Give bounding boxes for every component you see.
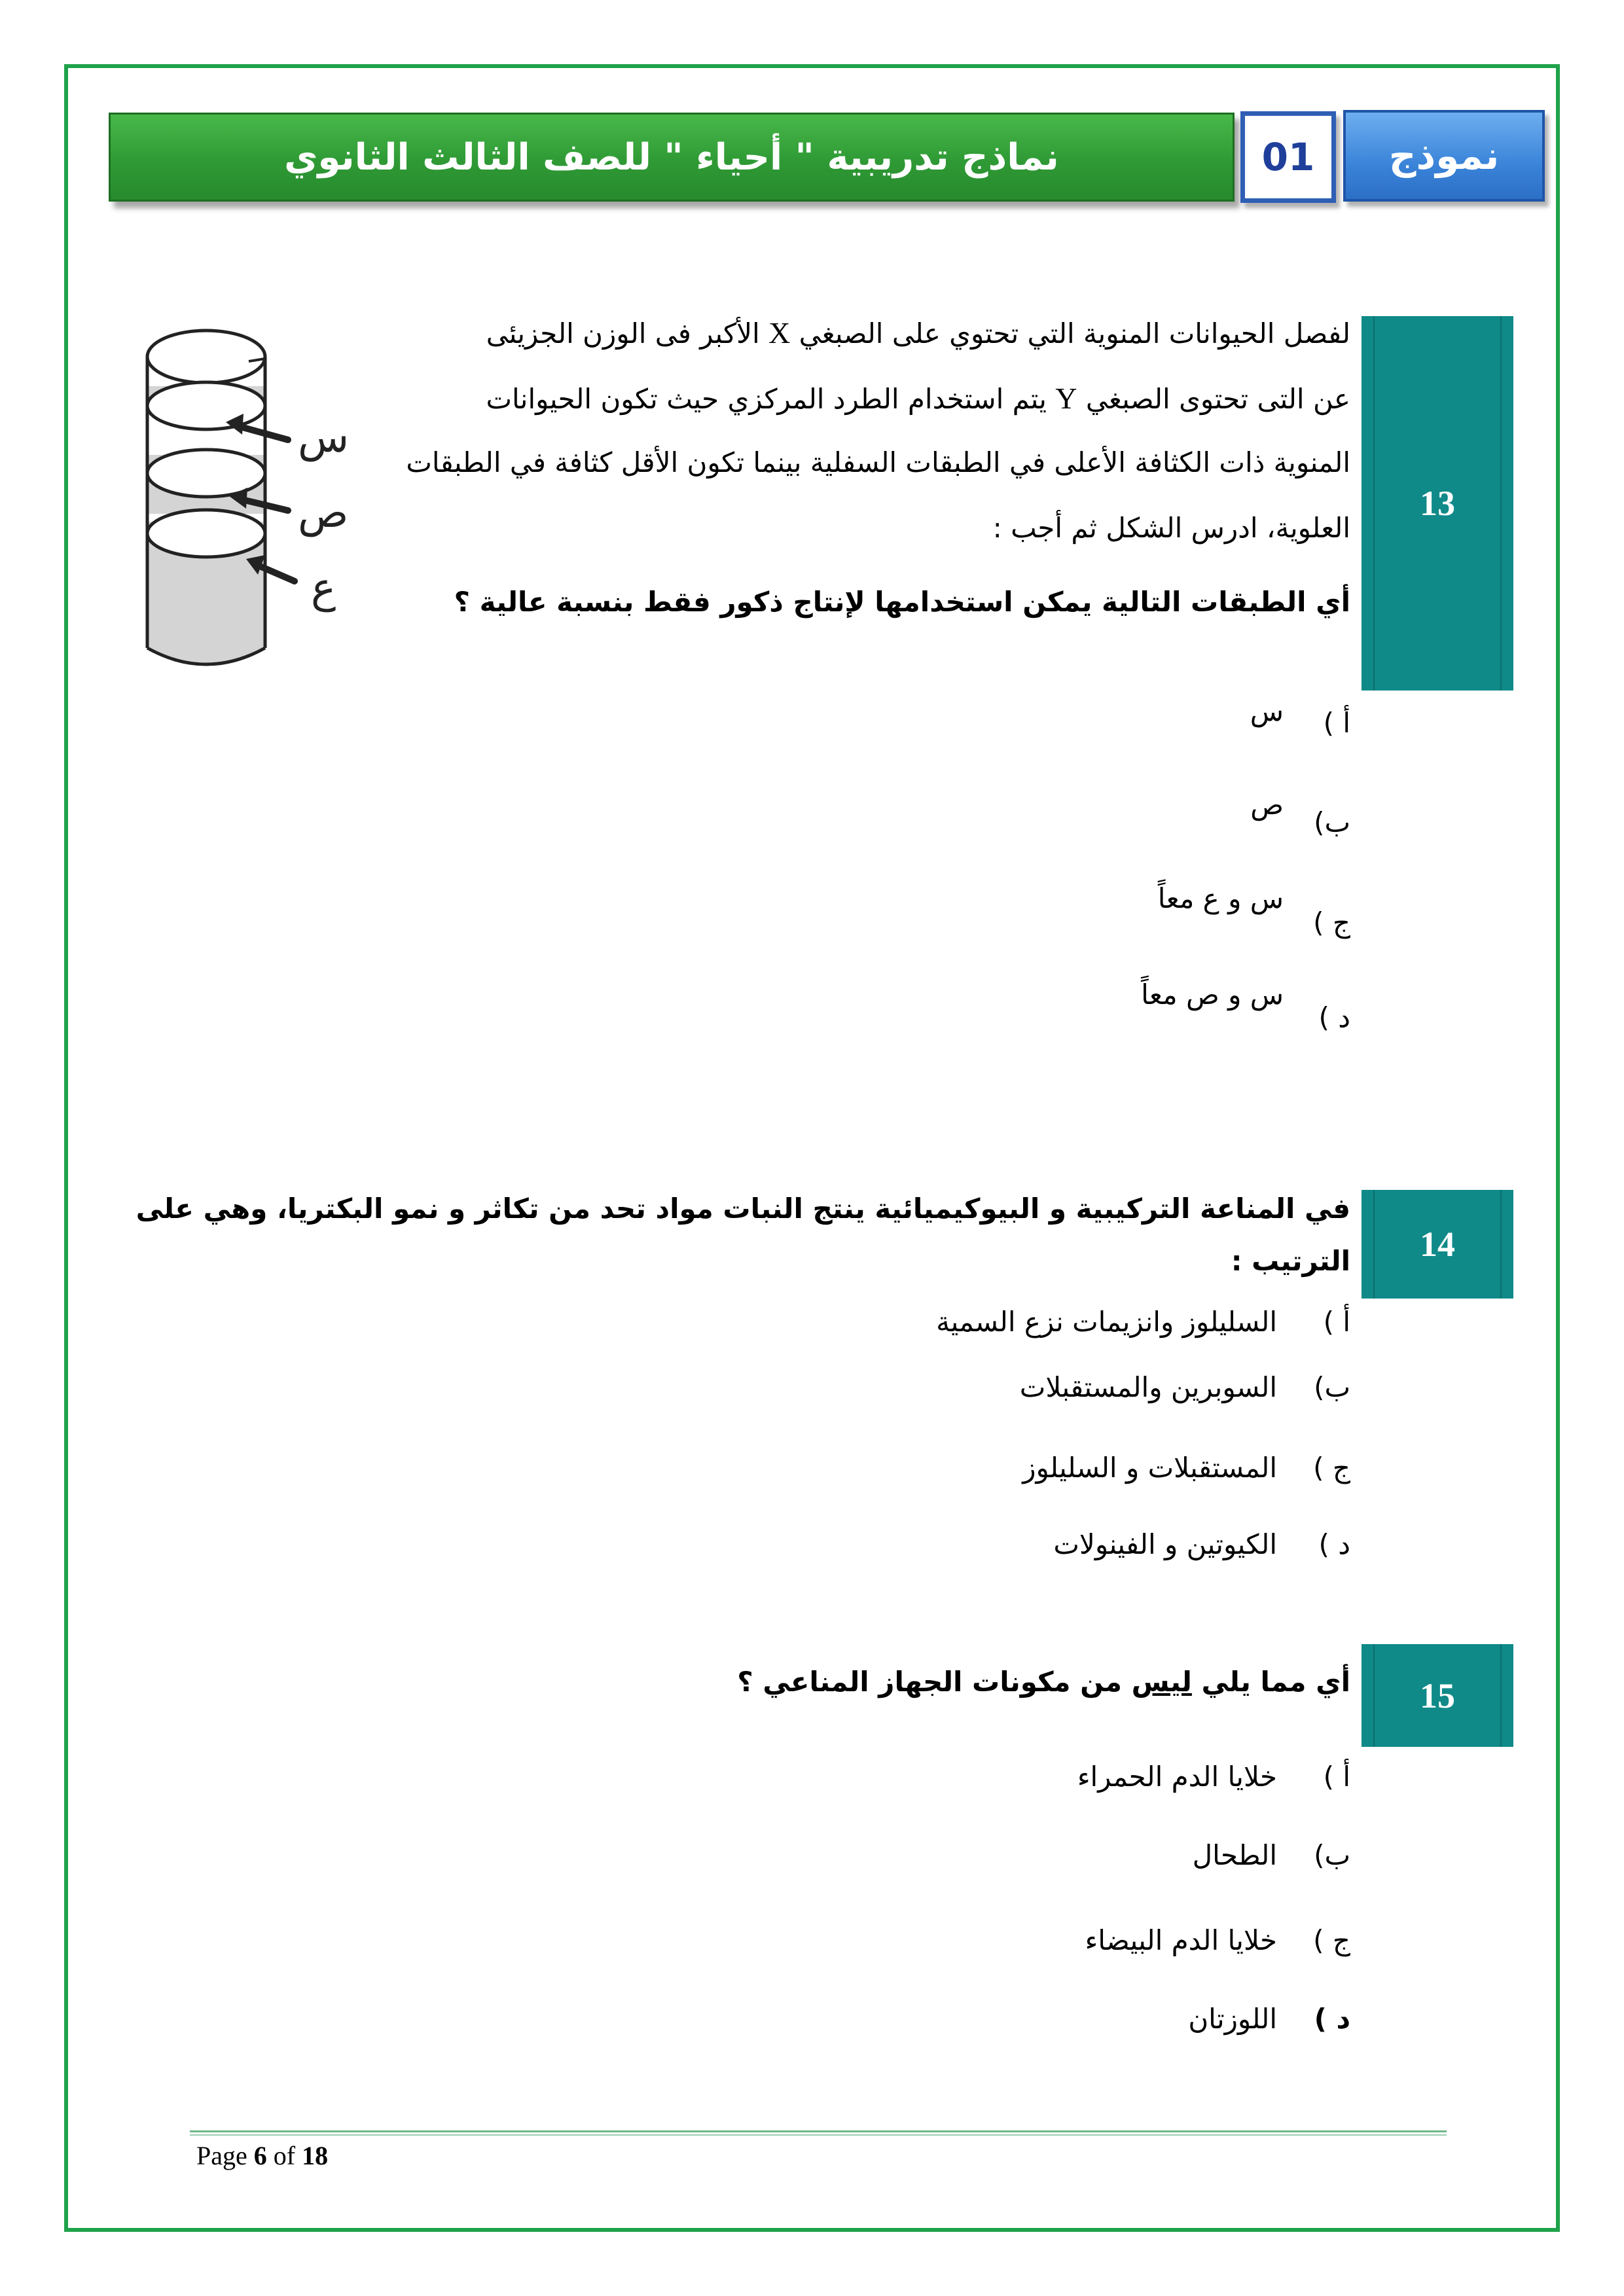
- header-title: نماذج تدريبية " أحياء " للصف الثالث الثانوي: [109, 113, 1235, 202]
- q15-option-d-letter: د ): [1314, 2003, 1350, 2035]
- q13-option-a-letter: أ ): [1323, 707, 1350, 739]
- question-13-line-3: المنوية ذات الكثافة الأعلى في الطبقات السفلية بينما تكون الأقل كثافة في الطبقات: [406, 446, 1350, 478]
- q15-option-b-letter: ب): [1314, 1839, 1350, 1871]
- question-number-14: 14: [1362, 1190, 1513, 1299]
- figure-label-ain: ع: [311, 564, 336, 613]
- page-indicator: Page 6 of 18: [196, 2141, 329, 2170]
- q14-option-c-text[interactable]: المستقبلات و السليلوز: [1022, 1452, 1277, 1484]
- q14-option-a-letter: أ ): [1323, 1306, 1350, 1338]
- q13-option-c-text[interactable]: س و ع معاً: [1157, 882, 1284, 914]
- q15-option-c-letter: ج ): [1313, 1924, 1350, 1956]
- figure-label-seen: س: [298, 414, 350, 462]
- q15-option-d-text[interactable]: اللوزتان: [1188, 2003, 1277, 2035]
- q13-option-b-text[interactable]: ص: [1250, 789, 1284, 821]
- footer-rule-secondary: [190, 2134, 1447, 2136]
- question-number-15: 15: [1362, 1644, 1513, 1747]
- q15-option-a-letter: أ ): [1323, 1761, 1350, 1793]
- negation-emphasis: ليس: [1131, 1666, 1192, 1698]
- q14-option-c-letter: ج ): [1313, 1452, 1350, 1484]
- question-13-line-1: لفصل الحيوانات المنوية التي تحتوي على الصبغي X الأكبر فى الوزن الجزيئى: [486, 316, 1350, 350]
- q14-option-b-letter: ب): [1314, 1371, 1350, 1403]
- q14-option-d-letter: د ): [1318, 1528, 1350, 1560]
- question-13-line-2: عن التى تحتوى الصبغي Y يتم استخدام الطرد المركزي حيث تكون الحيوانات: [486, 382, 1350, 415]
- figure-label-sad: ص: [298, 489, 349, 537]
- question-number-13: 13: [1362, 316, 1513, 691]
- q15-option-c-text[interactable]: خلايا الدم البيضاء: [1085, 1924, 1277, 1956]
- centrifuge-tube-figure: [131, 314, 367, 694]
- q15-option-b-text[interactable]: الطحال: [1192, 1839, 1277, 1871]
- q13-option-a-text[interactable]: س: [1250, 695, 1284, 727]
- model-number: 01: [1240, 111, 1336, 203]
- q13-option-d-text[interactable]: س و ص معاً: [1141, 978, 1284, 1011]
- q13-option-b-letter: ب): [1314, 806, 1350, 838]
- question-14-line-1: في المناعة التركيبية و البيوكيميائية ينتج النبات مواد تحد من تكاثر و نمو البكتريا، وهي على: [135, 1193, 1350, 1225]
- question-13-prompt: أي الطبقات التالية يمكن استخدامها لإنتاج ذكور فقط بنسبة عالية ؟: [454, 586, 1350, 618]
- model-label: نموذج: [1343, 110, 1545, 202]
- q14-option-d-text[interactable]: الكيوتين و الفينولات: [1053, 1528, 1277, 1560]
- question-13-line-4: العلوية، ادرس الشكل ثم أجب :: [992, 512, 1350, 544]
- q14-option-a-text[interactable]: السليلوز وانزيمات نزع السمية: [936, 1306, 1277, 1338]
- q13-option-c-letter: ج ): [1313, 906, 1350, 939]
- question-14-line-2: الترتيب :: [1231, 1245, 1350, 1277]
- footer-rule: [190, 2130, 1447, 2132]
- q14-option-b-text[interactable]: السوبرين والمستقبلات: [1019, 1371, 1277, 1403]
- q13-option-d-letter: د ): [1318, 1001, 1350, 1033]
- question-15-prompt: أي مما يلي ليس من مكونات الجهاز المناعي ؟: [737, 1666, 1350, 1698]
- q15-option-a-text[interactable]: خلايا الدم الحمراء: [1077, 1761, 1277, 1793]
